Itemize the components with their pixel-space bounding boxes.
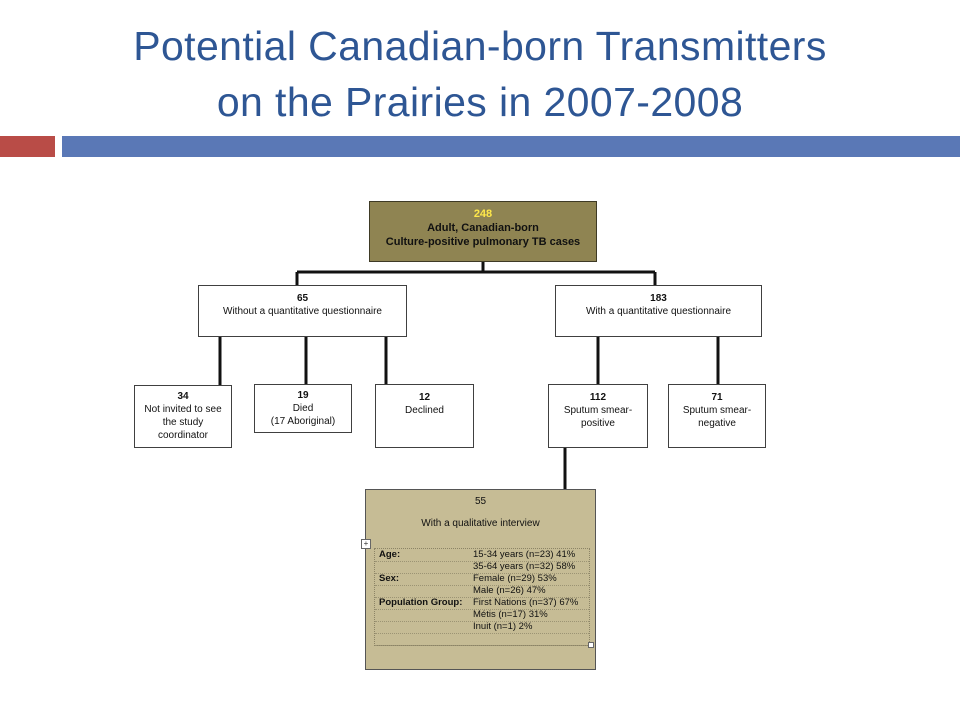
- row-value: 15-34 years (n=23) 41%: [473, 549, 576, 560]
- table-row: [375, 633, 589, 646]
- slide-title-line-1: Potential Canadian-born Transmitters: [133, 23, 827, 69]
- row-value: Inuit (n=1) 2%: [473, 621, 533, 632]
- root-label-line-2: Culture-positive pulmonary TB cases: [385, 236, 581, 248]
- node-qualitative-interview: [365, 489, 596, 670]
- row-key: Sex:: [379, 573, 400, 584]
- node-root-cases: [369, 201, 597, 262]
- node-with-questionnaire: [555, 285, 762, 337]
- slide-title: [0, 18, 960, 130]
- row-key: Age:: [379, 549, 401, 560]
- with-questionnaire-count: 183: [650, 293, 667, 304]
- accent-bar-blue: [62, 136, 960, 157]
- node-without-questionnaire: [198, 285, 407, 337]
- not-invited-label: Not invited to see the study coordinator: [144, 404, 222, 441]
- table-move-handle-icon[interactable]: +: [361, 539, 371, 549]
- node-not-invited: [134, 385, 232, 448]
- table-resize-handle-icon[interactable]: [588, 642, 594, 648]
- with-questionnaire-label: With a quantitative questionnaire: [585, 306, 732, 317]
- row-value: Male (n=26) 47%: [473, 585, 546, 596]
- not-invited-count: 34: [177, 391, 189, 402]
- smear-positive-label: Sputum smear- positive: [563, 405, 633, 429]
- row-value: Métis (n=17) 31%: [473, 609, 548, 620]
- row-value: Female (n=29) 53%: [473, 573, 557, 584]
- node-declined: [375, 384, 474, 448]
- row-value: 35-64 years (n=32) 58%: [473, 561, 576, 572]
- smear-negative-label: Sputum smear- negative: [682, 405, 752, 429]
- died-count: 19: [297, 390, 309, 401]
- declined-label: Declined: [405, 405, 444, 416]
- node-died: [254, 384, 352, 433]
- smear-negative-count: 71: [711, 392, 723, 403]
- node-smear-negative: [668, 384, 766, 448]
- smear-positive-count: 112: [589, 392, 607, 403]
- row-key: Population Group:: [379, 597, 463, 608]
- root-label-line-1: Adult, Canadian-born: [427, 222, 539, 234]
- row-value: First Nations (n=37) 67%: [473, 597, 579, 608]
- interview-demographics-table: [374, 548, 590, 646]
- accent-bar-red: [0, 136, 55, 157]
- without-questionnaire-label: Without a quantitative questionnaire: [223, 306, 382, 317]
- root-count: 248: [473, 208, 493, 220]
- died-label: Died (17 Aboriginal): [270, 403, 336, 427]
- declined-count: 12: [418, 392, 431, 403]
- without-questionnaire-count: 65: [296, 293, 309, 304]
- node-smear-positive: [548, 384, 648, 448]
- interview-count: 55: [474, 496, 487, 507]
- slide-title-line-2: on the Prairies in 2007-2008: [216, 79, 744, 125]
- interview-label: With a qualitative interview: [421, 518, 540, 529]
